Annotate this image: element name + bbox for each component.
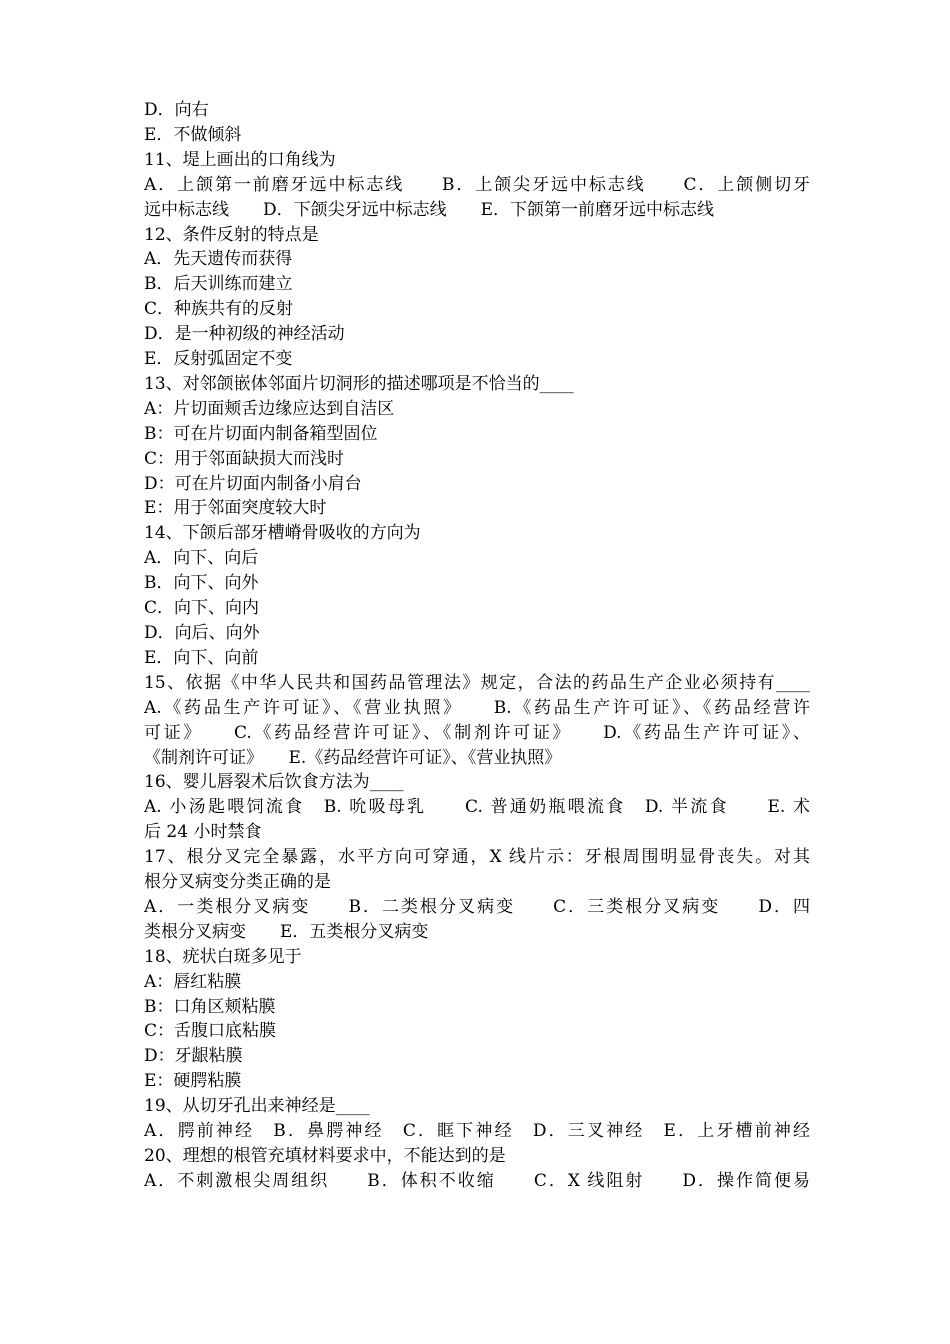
- text-line: 类根分叉病变 E．五类根分叉病变: [144, 921, 429, 942]
- question-title: 14、下颌后部牙槽嵴骨吸收的方向为: [144, 523, 421, 544]
- text-line: E：硬腭粘膜: [144, 1071, 242, 1092]
- text-line: C：舌腹口底粘膜: [144, 1021, 277, 1042]
- question-title: 18、疣状白斑多见于: [144, 946, 302, 967]
- text-line: E．向下、向前: [144, 647, 259, 668]
- text-line: A.《药品生产许可证》、《营业执照》 B.《药品生产许可证》、《药品经营许: [144, 697, 810, 718]
- question-title: 11、堤上画出的口角线为: [144, 149, 336, 170]
- text-line: D：牙龈粘膜: [144, 1046, 243, 1067]
- question-title: 17、根分叉完全暴露，水平方向可穿通，X 线片示：牙根周围明显骨丧失。对其: [144, 847, 810, 868]
- text-line: B．后天训练而建立: [144, 274, 293, 295]
- text-line: B．向下、向外: [144, 573, 259, 594]
- text-line: D．向后、向外: [144, 623, 260, 644]
- text-line: C：用于邻面缺损大而浅时: [144, 448, 345, 469]
- question-title: 13、对邻颌嵌体邻面片切洞形的描述哪项是不恰当的____: [144, 373, 574, 394]
- text-line: E．不做倾斜: [144, 124, 242, 145]
- text-line: A．一类根分叉病变 B．二类根分叉病变 C．三类根分叉病变 D．四: [144, 896, 810, 917]
- text-line: D：可在片切面内制备小肩台: [144, 473, 362, 494]
- text-line: B：可在片切面内制备箱型固位: [144, 423, 378, 444]
- text-line: A：唇红粘膜: [144, 971, 242, 992]
- text-line: A．先天遗传而获得: [144, 249, 293, 270]
- text-line: A．上颌第一前磨牙远中标志线 B．上颌尖牙远中标志线 C．上颌侧切牙: [144, 174, 810, 195]
- text-line: 可证》 C.《药品经营许可证》、《制剂许可证》 D.《药品生产许可证》、: [144, 722, 810, 743]
- question-title: 19、从切牙孔出来神经是____: [144, 1096, 370, 1117]
- question-title: 15、依据《中华人民共和国药品管理法》规定，合法的药品生产企业必须持有____: [144, 672, 810, 693]
- text-line: 后 24 小时禁食: [144, 822, 262, 843]
- text-line: 《制剂许可证》 E.《药品经营许可证》、《营业执照》: [144, 747, 562, 768]
- question-title: 12、条件反射的特点是: [144, 224, 319, 245]
- document-body: [144, 98, 810, 1194]
- text-line: A：片切面颊舌边缘应达到自洁区: [144, 398, 395, 419]
- text-line: C．向下、向内: [144, 598, 260, 619]
- text-line: E：用于邻面突度较大时: [144, 498, 327, 519]
- text-line: A. 小汤匙喂饲流食 B. 吮吸母乳 C. 普通奶瓶喂流食 D. 半流食 E. 术: [144, 797, 810, 818]
- text-line: 远中标志线 D．下颌尖牙远中标志线 E．下颌第一前磨牙远中标志线: [144, 199, 715, 220]
- text-line: D．是一种初级的神经活动: [144, 324, 345, 345]
- question-title: 16、婴儿唇裂术后饮食方法为____: [144, 772, 404, 793]
- text-line: C．种族共有的反射: [144, 299, 294, 320]
- text-line: B：口角区颊粘膜: [144, 996, 276, 1017]
- question-title: 20、理想的根管充填材料要求中，不能达到的是: [144, 1145, 506, 1166]
- text-line: 根分叉病变分类正确的是: [144, 872, 331, 892]
- text-line: A．不刺激根尖周组织 B．体积不收缩 C．X 线阻射 D．操作简便易: [144, 1170, 810, 1191]
- text-line: A．腭前神经 B．鼻腭神经 C．眶下神经 D．三叉神经 E．上牙槽前神经: [144, 1121, 810, 1142]
- text-line: D．向右: [144, 100, 209, 120]
- text-line: A．向下、向后: [144, 548, 259, 569]
- text-line: E．反射弧固定不变: [144, 349, 293, 370]
